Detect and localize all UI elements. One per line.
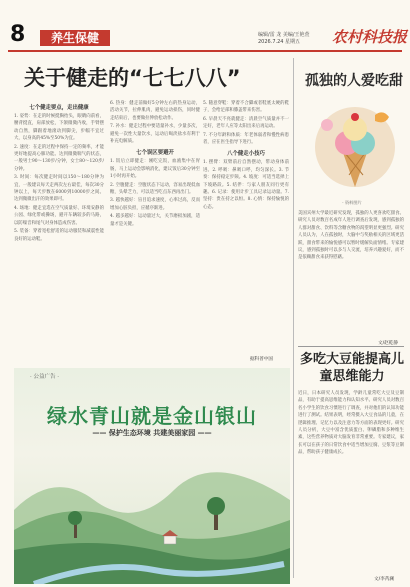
page-number: 8 [10,22,26,47]
paragraph: 7. 不分年龄和体质：年老体弱者和慢性病患者，应在医生指导下进行。 [203,132,289,146]
sidebar-body-2 [298,390,404,576]
article-column-2 [110,100,200,366]
paragraph: 1. 饭后立即健走：刚吃完饭，血液集中在胃肠，马上运动会影响消化，建议饭后30分钟至1小时再开始。 [110,159,200,180]
paragraph: 6. 早晨天不亮就健走：清晨空气质量并不一定好，老年人应等太阳出来后再运动。 [203,116,289,130]
section-tag: 养生保健 [40,30,110,46]
paragraph: 2. 空腹健走：空腹状态下运动，容易出现低血糖，头晕乏力，可以适当吃点东西再出门。 [110,182,200,196]
paragraph: 3. 越快越好：盲目追求速度，心率过高，反而增加心脏负担，应循序渐进。 [110,198,200,211]
banner-label: · 公益广告 · [30,374,59,380]
section-subhead: 八个健走小技巧 [227,151,265,158]
paragraph: 4. 越多越好：运动量过大，关节磨损加剧，适量才是关键。 [110,214,200,227]
sidebar-title-2: 多吃大豆能提高儿童思维能力 [299,352,404,384]
paragraph: 6. 热身：健走前做好5分钟左右的热身运动，活动关节，拉伸肌肉，避免运动损伤，同时健走结束后，也要做拉伸放松动作。 [110,101,200,121]
illustration-caption: · 资料图片 [342,200,362,205]
banner-subtitle: —— 保护生态环境 共建美丽家园 —— [92,429,212,437]
ice-cream-illustration [305,95,405,195]
header-rule [8,50,402,52]
banner-title: 绿水青山就是金山银山 [47,404,257,428]
sidebar-byline: 文/赵乾静 [378,341,398,346]
article-column-1 [14,100,104,366]
paragraph: 5. 随意穿鞋：穿着不合脚或者鞋底太硬的鞋子，会给足部和膝盖带来伤害。 [203,101,289,114]
sidebar-body [298,210,404,340]
paragraph: 美国宾州大学最近研究发现，孤独的人更喜欢吃甜食。研究人员对数百名成年人进行调查后发现，感到孤独的人群对甜食、饮料等含糖食物的渴望明显更强烈。研究人员认为，人在孤独时，大脑中与奖励相关的区域更活跃，甜食带来的愉悦感可以暂时缓解负面情绪。专家建议，感到孤独时可以多与人交流，培养兴趣爱好，而不是依赖甜食来获得慰藉。 [298,211,404,261]
paragraph: 4. 场地：健走宜选在空气质量好、环境安静的公园、绿化带或操场，避开车辆较多的马路，以防噪音和尾气对身体造成伤害。 [14,205,104,226]
page-header [0,0,410,50]
paragraph: 7. 补水：健走过程中要适量补水，少量多次，避免一次性大量饮水，运动后喝淡盐水有利于补充电解质。 [110,124,200,145]
edit-info: 编辑/雷 龙 美编/王艳萱 2026.7.24 星期五 [258,32,310,45]
paragraph: 1. 摆臂：双臂前后自然摆动，带动身体前进。2. 呼吸：鼻吸口呼，均匀深长。3. 节奏：保持稳定步频。4. 坡度：可适当选择上下坡路段。5. 结伴：与家人朋友同行更有趣。6. 记录：使用计步工具记录运动量。7. 坚持：贵在持之以恒。8. 心情：保持愉悦的心态。 [203,160,289,210]
paragraph: 5. 装备：穿着宽松舒适的运动服装和减震性能良好的运动鞋。 [14,229,104,242]
paragraph: 2. 速度：在走的过程中保持一定的频率，才能更好地提高心肺功能。达到微微喘气的状态，一般男士90～130步/分钟，女士80～120步/分钟。 [14,144,104,172]
section-subhead: 七个误区要避开 [136,150,174,157]
paragraph: 1. 姿势：在走的时候挺胸抬头，眼睛向前看，腰背挺直，肩部放松，下颌微微内收，手臂摆动自然，脚跟着地滚动到脚尖，步幅不宜过大，以身高的45%至50%为宜。 [14,114,104,142]
masthead-logo: 农村科技报 [332,28,408,46]
article-column-3 [203,100,289,366]
section-subhead: 七个健走要点，走出健康 [29,105,89,111]
sidebar-byline-2: 文/李芮澜 [374,577,394,582]
sidebar-title: 孤独的人爱吃甜 [305,73,403,89]
paragraph: 近日，日本研究人员发现，学龄儿童常吃大豆及豆制品，有助于提高思维能力和认知水平。研究人员对数百名小学生的饮食习惯进行了调查，并对他们的认知功能进行了测试。结果表明，经常摄入大豆食品的儿童，在逻辑推理、记忆力以及注意力等方面的表现更好。研究人员分析，大豆中富含优质蛋白、卵磷脂和多种维生素，这些营养物质对大脑发育非常重要。专家建议，家长可以在孩子的日常饮食中适当增加豆腐、豆浆等豆制品，帮助孩子健康成长。 [298,391,404,456]
landscape-illustration [14,440,290,584]
column-divider [293,58,294,578]
article-byline: 据科普中国 [250,357,273,362]
sidebar-rule [298,346,404,347]
article-title: 关于健走的“七七八八” [24,66,241,90]
paragraph: 3. 时间：每次健走时间以150～180分钟为宜，一般建议每天走两次左右最佳，每次30分钟以上，每天步数在6000到10000步之间。达到微微出汗的效果即可。 [14,175,104,203]
